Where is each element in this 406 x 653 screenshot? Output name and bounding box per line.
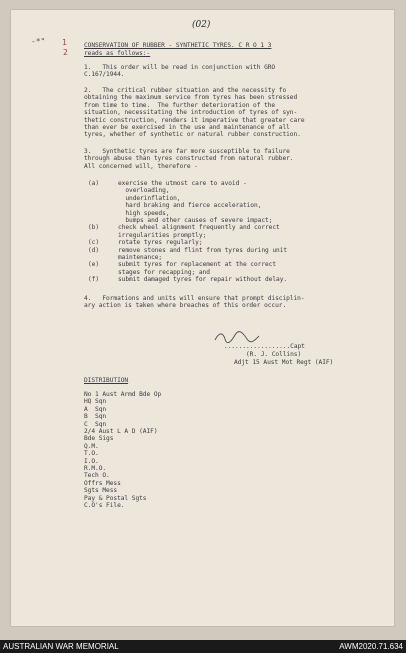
pencil-mark: -*" bbox=[31, 37, 46, 46]
distribution-item: I.O. bbox=[84, 457, 99, 465]
list-line: submit damaged tyres for repair without delay. bbox=[118, 276, 288, 284]
paragraph-line: obtaining the maximum service from tyres has been stressed bbox=[84, 94, 298, 102]
list-marker: (b) bbox=[88, 224, 100, 232]
distribution-item: B Sqn bbox=[84, 413, 107, 421]
page-number: (02) bbox=[192, 20, 211, 30]
list-line: high speeds, bbox=[118, 209, 170, 217]
paragraph-1 bbox=[84, 64, 275, 79]
paragraph-line: 2. The critical rubber situation and the necessity fo bbox=[84, 87, 287, 94]
distribution-item: 2/4 Aust L A D (AIF) bbox=[84, 428, 158, 436]
list-line: remove stones and flint from tyres during unit bbox=[118, 246, 288, 254]
distribution-item: Tech O. bbox=[84, 472, 110, 480]
list-marker: (d) bbox=[88, 246, 100, 254]
signature-line: ..................Capt bbox=[224, 343, 305, 350]
paragraph-line: C.167/1944. bbox=[84, 71, 125, 79]
footer-institution: AUSTRALIAN WAR MEMORIAL bbox=[3, 642, 119, 651]
paragraph-line: than ever be exercised in the use and maintenance of all bbox=[84, 124, 290, 132]
paragraph-2 bbox=[84, 87, 305, 139]
paragraph-line: situation, necessitating the introduction of tyres of syn- bbox=[84, 109, 298, 117]
distribution-item: Bde Sigs bbox=[84, 435, 114, 443]
list-line: check wheel alignment frequently and correct bbox=[118, 224, 280, 232]
list-line: maintenance; bbox=[118, 253, 163, 261]
list-marker: (a) bbox=[88, 180, 100, 187]
list-marker: (f) bbox=[88, 276, 100, 284]
archive-footer bbox=[0, 640, 406, 653]
signatory-title: Adjt 15 Aust Mot Regt (AIF) bbox=[234, 358, 334, 366]
list-marker: (e) bbox=[88, 261, 100, 269]
list-line: rotate tyres regularly; bbox=[118, 239, 203, 247]
paragraph-line: tyres, whether of synthetic or natural rubber construction. bbox=[84, 131, 301, 139]
footer-accession-number: AWM2020.71.634 bbox=[339, 642, 403, 651]
distribution-item: C.O's File. bbox=[84, 502, 125, 510]
signature-image bbox=[213, 330, 261, 344]
paragraph-line: from time to time. The further deterioration of the bbox=[84, 101, 276, 109]
list-line: stages for recapping; and bbox=[118, 268, 210, 276]
signatory-name: (R. J. Collins) bbox=[246, 351, 302, 358]
paragraph-line: 4. Formations and units will ensure that prompt disciplin- bbox=[84, 295, 305, 302]
document-heading: CONSERVATION OF RUBBER - SYNTHETIC TYRES. C R O 1 3 bbox=[84, 42, 272, 49]
list-line: submit tyres for replacement at the correct bbox=[118, 261, 277, 269]
distribution-heading: DISTRIBUTION bbox=[84, 377, 129, 384]
list-marker: (c) bbox=[88, 239, 100, 247]
list-line: overloading, bbox=[118, 187, 170, 195]
distribution-item: Sgts Mess bbox=[84, 487, 118, 495]
distribution-item: T.O. bbox=[84, 450, 99, 458]
paragraph-3 bbox=[84, 148, 294, 170]
paragraph-line: 3. Synthetic tyres are far more susceptible to failure bbox=[84, 148, 290, 155]
paragraph-line: All concerned will, therefore - bbox=[84, 162, 198, 170]
paragraph-line: ary action is taken where breaches of this order occur. bbox=[84, 302, 287, 310]
list-line: exercise the utmost care to avoid - bbox=[118, 180, 247, 187]
distribution-item: Q.M. bbox=[84, 442, 99, 450]
list-line: irregularities promptly; bbox=[118, 231, 207, 239]
distribution-item: No 1 Aust Armd Bde Op bbox=[84, 391, 162, 398]
paragraph-line: through abuse than tyres constructed from natural rubber. bbox=[84, 155, 294, 163]
distribution-item: HQ Sqn bbox=[84, 398, 107, 406]
list-line: hard braking and fierce acceleration, bbox=[118, 202, 262, 210]
red-mark-2: 2 bbox=[63, 48, 68, 57]
red-mark-1: 1 bbox=[62, 38, 67, 47]
paragraph-line: 1. This order will be read in conjunction with GRO bbox=[84, 64, 276, 71]
distribution-item: R.M.O. bbox=[84, 465, 107, 473]
document-heading-cont: reads as follows:- bbox=[84, 49, 151, 57]
distribution-item: Pay & Postal Sgts bbox=[84, 494, 147, 502]
distribution-item: Offrs Mess bbox=[84, 479, 121, 487]
paragraph-line: thetic construction, renders it imperative that greater care bbox=[84, 116, 305, 124]
distribution-list bbox=[84, 391, 161, 510]
list-line: underinflation, bbox=[118, 194, 181, 202]
distribution-item: A Sqn bbox=[84, 405, 107, 413]
distribution-item: C Sqn bbox=[84, 420, 107, 428]
list-line: bumps and other causes of severe impact; bbox=[118, 217, 273, 225]
paragraph-4 bbox=[84, 295, 305, 310]
